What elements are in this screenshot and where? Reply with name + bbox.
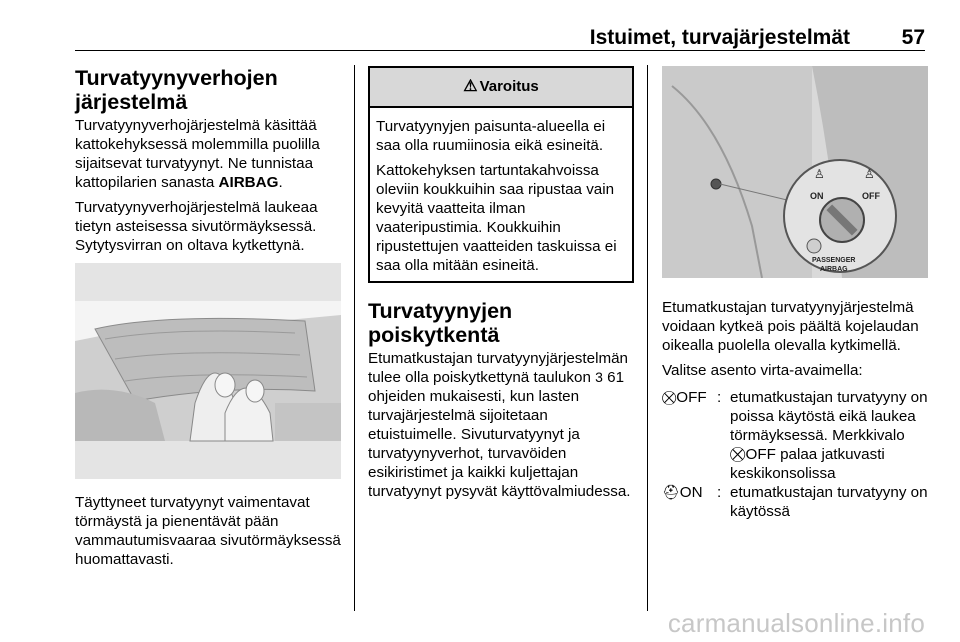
paragraph-switch-caption: Etumatkustajan turvatyynyjärjestelmä voidaan kytkeä pois päältä kojelaudan oikealla puolella olevalla kytkimellä.: [662, 299, 919, 354]
airbag-off-icon: ⛒: [662, 389, 677, 405]
paragraph-curtain-intro: [75, 116, 341, 192]
warning-body: [370, 108, 632, 281]
desc-text: etumatkustajan turvatyyny on poissa käytöstä eikä laukea törmäyksessä. Merkkivalo: [730, 389, 928, 444]
column-3: [662, 66, 928, 521]
header-rule: [75, 50, 925, 51]
airbag-on-icon: ♙: [814, 167, 825, 181]
definition-desc-off: [730, 388, 928, 483]
paragraph-text: Turvatyynyverhojärjestelmä käsittää kattokehyksessä molemmilla puolilla sijaitsevat turvatyynyt. Ne tunnistaa kattopilarien sanasta: [75, 117, 320, 191]
warning-triangle-icon: ⚠: [463, 78, 478, 95]
term-label: ON: [679, 484, 703, 501]
paragraph-curtain-deploy: Turvatyynyverhojärjestelmä laukeaa tietyn asteisessa sivutörmäyksessä. Sytytysvirran on oltava kytkettynä.: [75, 199, 318, 254]
warning-paragraph-2: Kattokehyksen tartuntakahvoissa oleviin koukkuihin saa ripustaa vain kevyitä vaatteita ilman vaateripustimia. Koukkuihin ripustettujen vaatteiden taskuissa ei saa olla mitään esineitä.: [376, 162, 617, 274]
switch-on-label: ON: [810, 191, 824, 201]
definition-row-on: [662, 483, 928, 521]
watermark: carmanualsonline.info: [667, 608, 925, 638]
warning-paragraph-1: Turvatyynyjen paisunta-alueella ei saa olla ruumiinosia eikä esineitä.: [376, 118, 606, 154]
paragraph-select-position: Valitse asento virta-avaimella:: [662, 362, 863, 379]
paragraph-text-end: .: [278, 174, 283, 191]
page-number: 57: [901, 26, 925, 49]
paragraph-text: Etumatkustajan turvatyynyjärjestelmän tulee olla poiskytkettynä taulukon: [368, 350, 628, 386]
switch-off-label: OFF: [862, 191, 880, 201]
paragraph-curtain-caption: Täyttyneet turvatyynyt vaimentavat törmäystä ja pienentävät pään vammautumisvaaraa sivutörmäyksessä huomattavasti.: [75, 494, 341, 568]
definition-colon: :: [717, 389, 722, 406]
airbag-on-icon: ⛑: [662, 484, 680, 500]
cross-reference-icon: 3: [595, 369, 603, 385]
airbag-marking-label: AIRBAG: [218, 174, 279, 191]
airbag-off-icon: ♙: [864, 167, 875, 181]
definition-desc-on: etumatkustajan turvatyyny on käytössä: [730, 484, 928, 520]
column-1: [75, 66, 341, 575]
definition-term-on: [662, 483, 717, 521]
definition-term-off: [662, 388, 717, 483]
definition-colon: :: [717, 484, 722, 501]
paragraph-text-end: ohjeiden mukaisesti, kun lasten turvajärjestelmä sijoitetaan etuistuimelle. Sivuturvatyynyt ja turvatyynyverhot, turvavöiden esikiristimet ja kaikki kuljettajan turvatyynyt pysyvät käyttövalmiudessa.: [368, 388, 631, 500]
running-header-title: Istuimet, turvajärjestelmät: [589, 26, 850, 49]
section-heading-airbag-deactivation: Turvatyynyjen poiskytkentä: [368, 299, 513, 347]
column-divider-1: [354, 65, 355, 611]
desc-text-end: palaa jatkuvasti keskikonsolissa: [730, 446, 885, 482]
definition-row-off: [662, 388, 928, 483]
paragraph-deactivation: [368, 349, 634, 501]
curtain-airbag-illustration: [75, 263, 341, 479]
section-heading-curtain-airbags: Turvatyynyverhojen järjestelmä: [75, 66, 278, 114]
warning-box: [368, 66, 634, 283]
column-2: [368, 66, 634, 507]
column-divider-2: [647, 65, 648, 611]
warning-title: Varoitus: [479, 78, 539, 95]
airbag-off-icon: ⛒: [730, 446, 746, 463]
switch-panel-label-1: PASSENGER: [812, 257, 856, 264]
warning-header: [370, 68, 632, 108]
term-label: OFF: [676, 389, 707, 406]
switch-panel-label-2: AIRBAG: [820, 266, 848, 273]
cross-reference-page[interactable]: 61: [607, 369, 625, 386]
airbag-switch-illustration: [662, 66, 928, 278]
switch-position-list: [662, 388, 928, 521]
desc-term: OFF: [745, 446, 776, 463]
